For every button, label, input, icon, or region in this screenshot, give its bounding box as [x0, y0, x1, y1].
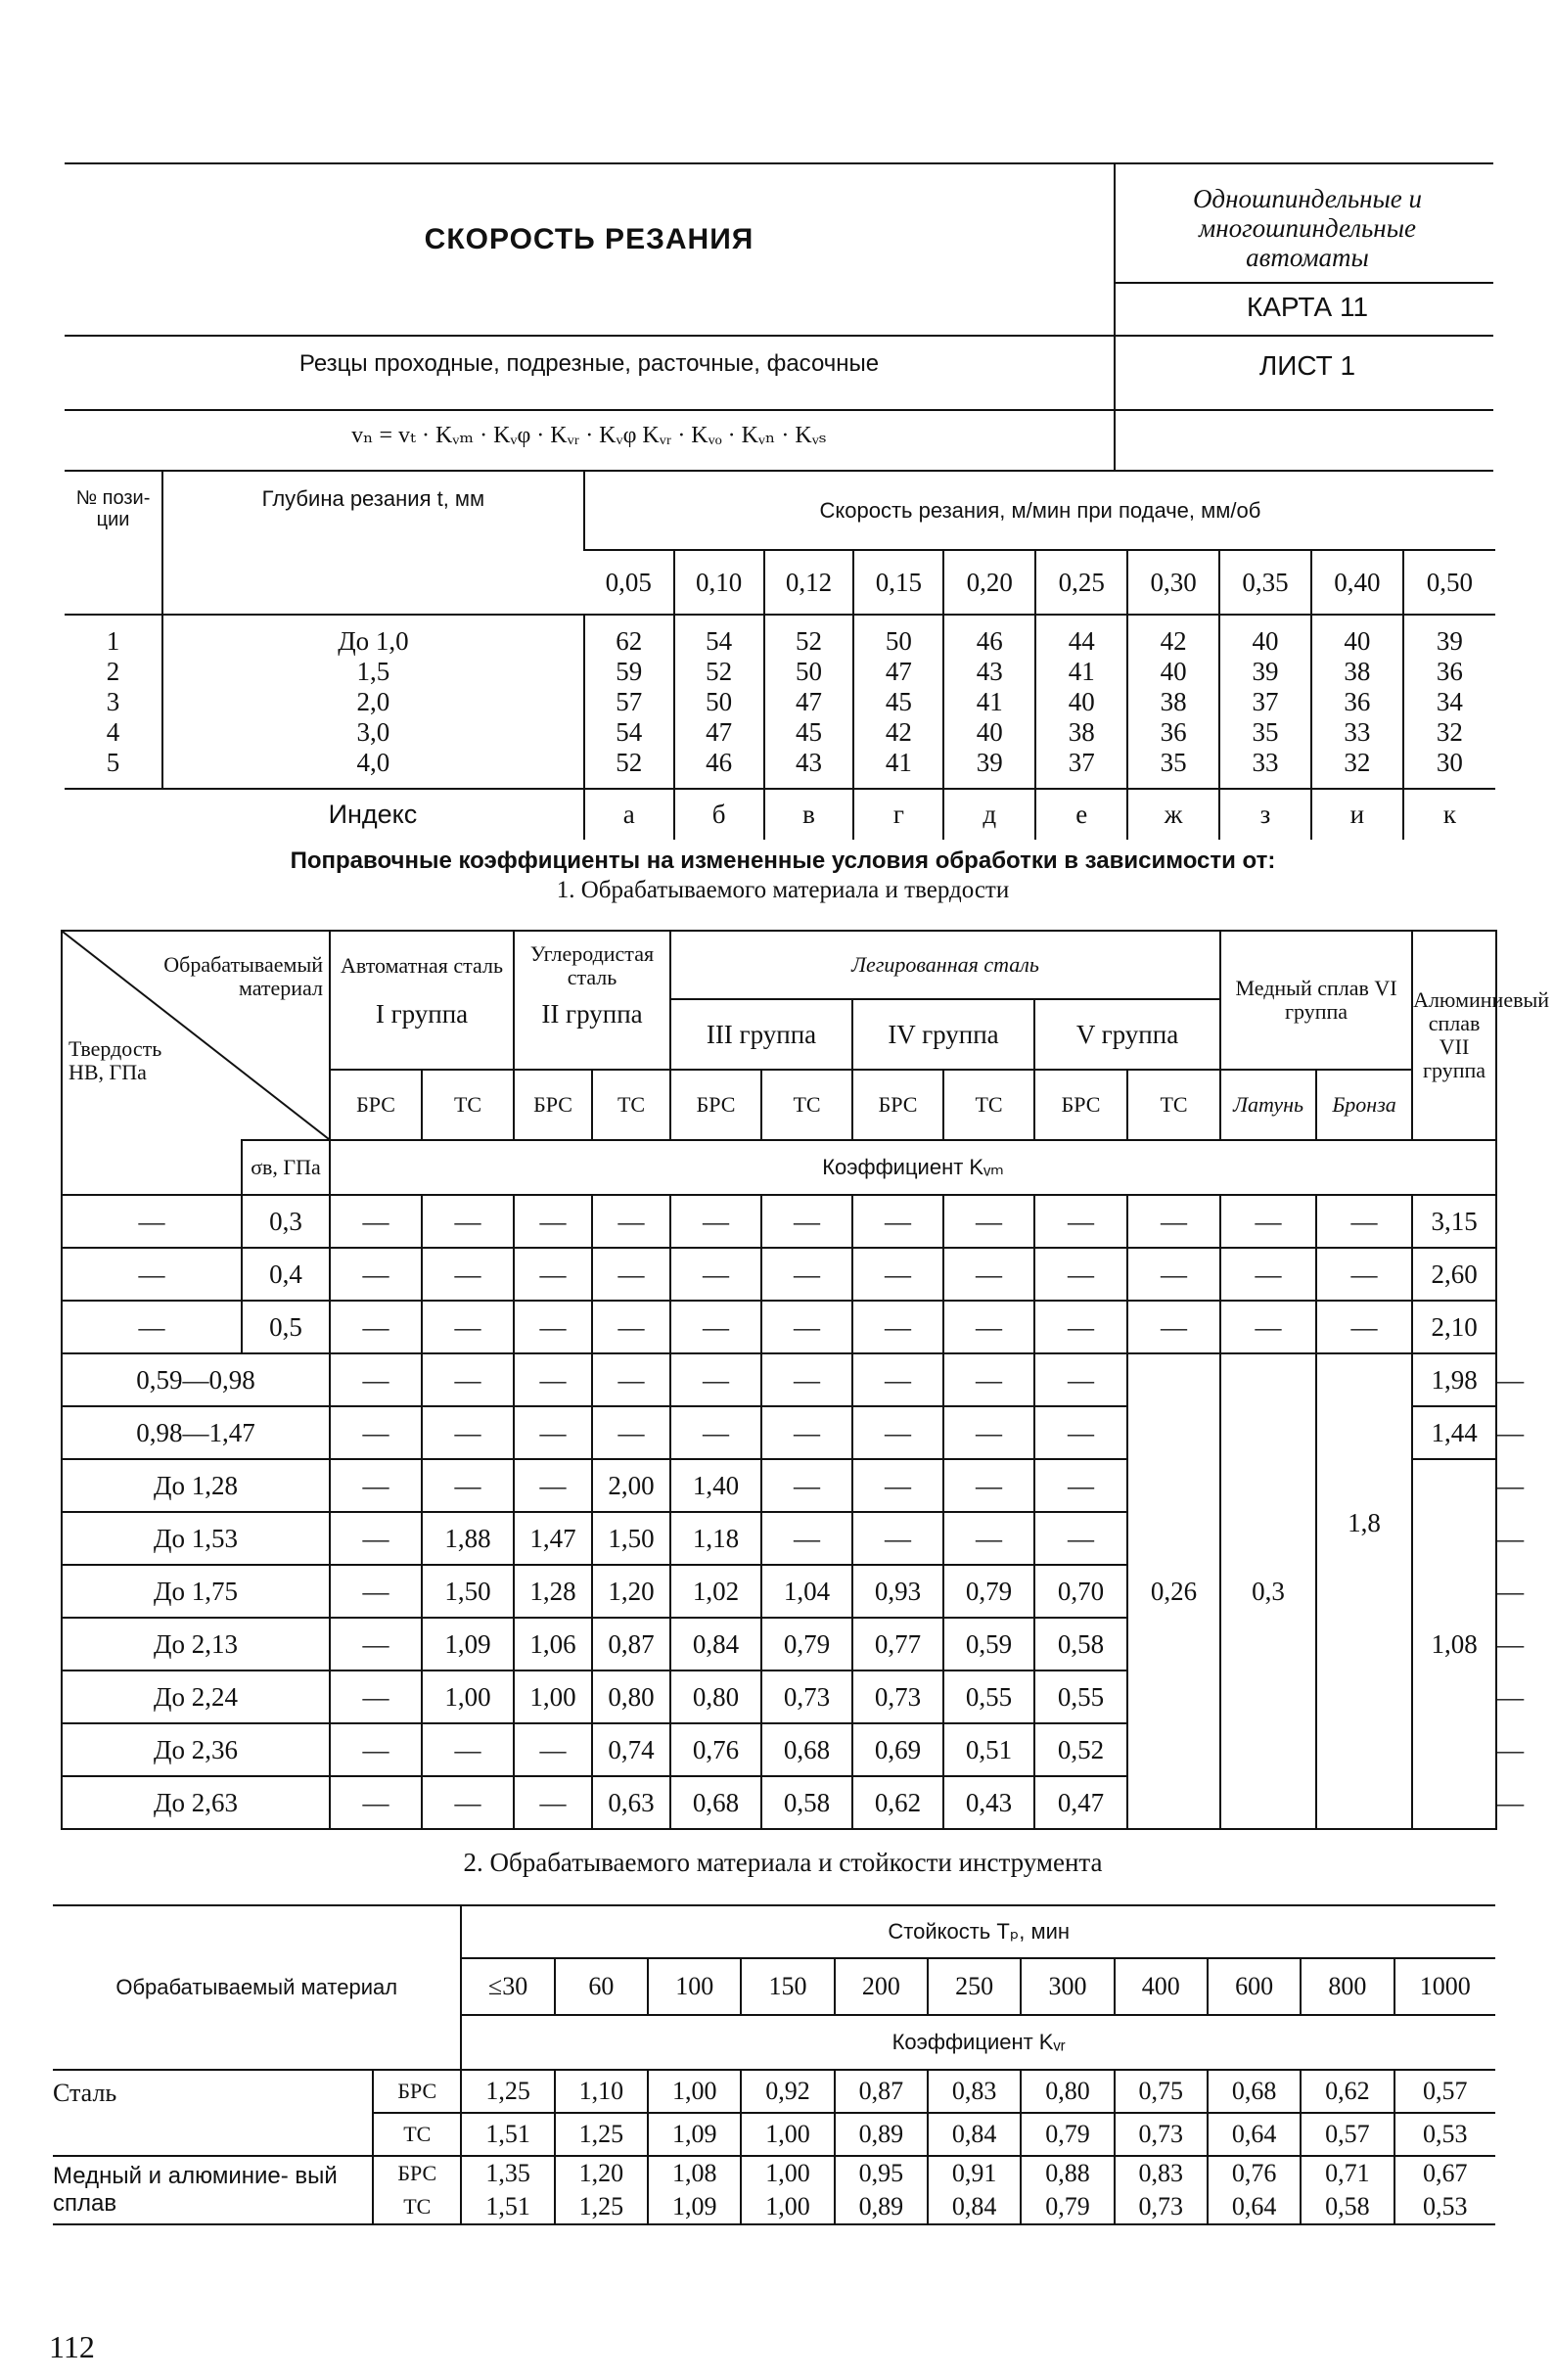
brs-header: БРС [330, 1070, 422, 1140]
table-cell: — [422, 1248, 514, 1301]
table-cell: — [1034, 1248, 1127, 1301]
table-cell: 1,50 [592, 1512, 670, 1565]
table-cell: — [422, 1459, 514, 1512]
table-cell: 200 [835, 1958, 928, 2015]
table-cell: 0,75 [1115, 2070, 1208, 2113]
table-cell: БРС [373, 2070, 461, 2113]
table-cell: 1,02 [670, 1565, 761, 1618]
table-cell: 0,53 [1394, 2113, 1495, 2156]
table-cell: — [670, 1195, 761, 1248]
table-cell: 1,00 [648, 2070, 741, 2113]
table-cell: 100 [648, 1958, 741, 2015]
sheet-number: ЛИСТ 1 [1258, 350, 1356, 381]
speed-column: 54 52 50 47 46 [674, 615, 764, 789]
table-cell: 0,68 [670, 1776, 761, 1829]
table-cell: 1,44 [1412, 1406, 1496, 1459]
v-group-brs-value: 0,26 [1127, 1353, 1220, 1829]
table-cell: 0,88 0,79 [1021, 2156, 1114, 2224]
card-number: КАРТА 11 [1246, 292, 1369, 322]
index-cell: з [1219, 789, 1311, 840]
card-title: СКОРОСТЬ РЕЗАНИЯ [424, 223, 754, 255]
table-cell: 0,52 [1034, 1723, 1127, 1776]
table-cell: — [514, 1723, 592, 1776]
table-cell: — [761, 1353, 852, 1406]
brs-header: БРС [514, 1070, 592, 1140]
feed-cell: 0,30 [1127, 550, 1219, 615]
table-cell: 800 [1301, 1958, 1394, 2015]
table-cell: — [852, 1195, 943, 1248]
table-cell: — [592, 1195, 670, 1248]
group-5-header: V группа [1034, 999, 1220, 1070]
table-cell: 1,10 [555, 2070, 648, 2113]
table-cell: — [422, 1406, 514, 1459]
table-cell: — [422, 1195, 514, 1248]
table-cell: — [761, 1301, 852, 1353]
table-cell: — [422, 1776, 514, 1829]
table-cell: 1,04 [761, 1565, 852, 1618]
feed-cell: 0,20 [943, 550, 1035, 615]
table-cell: До 1,75 [62, 1565, 330, 1618]
table-cell: — [761, 1248, 852, 1301]
group-1-header: I группа [330, 999, 514, 1070]
corrections-heading: Поправочные коэффициенты на измененные условия обработки в зависимости от: [290, 847, 1276, 874]
index-cell: б [674, 789, 764, 840]
table-cell: 0,84 [928, 2113, 1021, 2156]
table-cell: — [852, 1406, 943, 1459]
table-row: До 1,53 — 1,88 1,47 1,50 1,18 — — — — — [62, 1512, 1496, 1565]
speed-column: 40 39 37 35 33 [1219, 615, 1311, 789]
table-cell: 0,59—0,98 [62, 1353, 330, 1406]
table-cell: 0,92 [741, 2070, 834, 2113]
table-cell: 0,70 [1034, 1565, 1127, 1618]
table-row: До 2,63 — — — 0,63 0,68 0,58 0,62 0,43 0,47 — [62, 1776, 1496, 1829]
table-row: До 2,24 — 1,00 1,00 0,80 0,80 0,73 0,73 0,55 0,55 — [62, 1671, 1496, 1723]
position-list: 1 2 3 4 5 [106, 625, 120, 777]
table-cell: 0,4 [242, 1248, 330, 1301]
index-cell: к [1403, 789, 1495, 840]
table-cell: 0,68 [761, 1723, 852, 1776]
table-cell: 0,51 [943, 1723, 1034, 1776]
toollife-material-header: Обрабатываемый материал [53, 1905, 461, 2070]
table-row: 0,59—0,98 — — — — — — — — — 0,26 0,3 1,8 1,98 — [62, 1353, 1496, 1406]
tool-life-table [53, 1904, 1495, 2225]
table-cell: — [514, 1195, 592, 1248]
table-cell: 1,09 [422, 1618, 514, 1671]
table-cell: — [852, 1459, 943, 1512]
table-cell: 0,59 [943, 1618, 1034, 1671]
table-cell: 1,00 [741, 2113, 834, 2156]
table-cell: 1,09 [648, 2113, 741, 2156]
brs-header: БРС [852, 1070, 943, 1140]
table-cell [62, 1140, 242, 1195]
table-cell: — [761, 1512, 852, 1565]
alloy-steel-header: Легированная сталь [670, 931, 1220, 999]
table-cell: — [943, 1248, 1034, 1301]
speed-column: 50 47 45 42 41 [853, 615, 943, 789]
table-cell: 1,06 [514, 1618, 592, 1671]
table-cell: 0,76 [670, 1723, 761, 1776]
table-cell: 60 [555, 1958, 648, 2015]
table-cell [65, 789, 162, 840]
table-cell: 3,15 [1412, 1195, 1496, 1248]
table-cell: 0,71 0,58 [1301, 2156, 1394, 2224]
table-cell: — [670, 1353, 761, 1406]
table-cell: — [62, 1195, 242, 1248]
index-cell: г [853, 789, 943, 840]
table-cell: 0,83 [928, 2070, 1021, 2113]
table-cell: 1,40 [670, 1459, 761, 1512]
table-cell: — [62, 1248, 242, 1301]
table-cell: 0,3 [242, 1195, 330, 1248]
table-cell: 0,55 [943, 1671, 1034, 1723]
table-cell: 0,79 [943, 1565, 1034, 1618]
table-cell: — [943, 1301, 1034, 1353]
table-cell: 300 [1021, 1958, 1114, 2015]
sigma-label: σв, ГПа [242, 1140, 330, 1195]
table-cell: 0,47 [1034, 1776, 1127, 1829]
table-cell: 0,73 [1115, 2113, 1208, 2156]
table-cell: — [592, 1301, 670, 1353]
table-row [53, 2070, 1495, 2113]
table-cell: 1,47 [514, 1512, 592, 1565]
table-cell: 0,80 [592, 1671, 670, 1723]
tc-header: ТС [422, 1070, 514, 1140]
coefficient-kvt-label: Коэффициент Kᵥᵣ [461, 2015, 1495, 2070]
table-cell: До 1,53 [62, 1512, 330, 1565]
table-cell: 400 [1115, 1958, 1208, 2015]
toollife-life-header: Стойкость Tₚ, мин [461, 1905, 1495, 1958]
auto-steel-header: Автоматная сталь [330, 931, 514, 999]
table-cell: 150 [741, 1958, 834, 2015]
table-cell: — [1127, 1301, 1220, 1353]
table-row [62, 1195, 1496, 1248]
table-cell: 1,00 [514, 1671, 592, 1723]
table-cell: — [330, 1776, 422, 1829]
carbon-steel-header: Углеродистая сталь [514, 931, 670, 999]
steel-label: Сталь [53, 2070, 373, 2156]
table-cell: — [1034, 1353, 1127, 1406]
table-row [53, 2156, 1495, 2224]
table-cell: 0,55 [1034, 1671, 1127, 1723]
feed-cell: 0,50 [1403, 550, 1495, 615]
table-cell: — [1034, 1195, 1127, 1248]
table-cell: — [1220, 1195, 1316, 1248]
table-cell: 0,79 [761, 1618, 852, 1671]
table-cell: 0,43 [943, 1776, 1034, 1829]
table-cell: — [1316, 1195, 1412, 1248]
table-cell: — [852, 1512, 943, 1565]
table-cell: 0,79 [1021, 2113, 1114, 2156]
diagonal-header [62, 931, 330, 1140]
table-row [62, 1301, 1496, 1353]
table-cell: — [62, 1301, 242, 1353]
speed-column: 46 43 41 40 39 [943, 615, 1035, 789]
table-cell: — [670, 1406, 761, 1459]
table-cell: 0,80 [670, 1671, 761, 1723]
table-cell: 0,76 0,64 [1208, 2156, 1301, 2224]
table-cell: — [330, 1301, 422, 1353]
index-cell: а [584, 789, 674, 840]
tc-header: ТС [761, 1070, 852, 1140]
table-cell: 0,58 [761, 1776, 852, 1829]
table-cell: 0,68 [1208, 2070, 1301, 2113]
table-cell: 0,83 0,73 [1115, 2156, 1208, 2224]
table-cell: — [422, 1353, 514, 1406]
table-cell: До 2,24 [62, 1671, 330, 1723]
table-cell: 1,00 1,00 [741, 2156, 834, 2224]
card-header [65, 162, 1493, 470]
table-cell: — [330, 1459, 422, 1512]
table-cell: 0,69 [852, 1723, 943, 1776]
speed-column: 44 41 40 38 37 [1035, 615, 1127, 789]
table-cell: 0,58 [1034, 1618, 1127, 1671]
table-cell: — [852, 1301, 943, 1353]
table-cell: — [330, 1512, 422, 1565]
table-cell: 0,95 0,89 [835, 2156, 928, 2224]
index-cell: в [764, 789, 854, 840]
table-cell: До 2,13 [62, 1618, 330, 1671]
table-cell: — [1127, 1248, 1220, 1301]
table-cell: — [330, 1618, 422, 1671]
v-group-tc-value: 0,3 [1220, 1353, 1316, 1829]
table-row: До 2,13 — 1,09 1,06 0,87 0,84 0,79 0,77 0,59 0,58 — [62, 1618, 1496, 1671]
brs-header: БРС [1034, 1070, 1127, 1140]
index-cell: ж [1127, 789, 1219, 840]
table-cell: До 2,63 [62, 1776, 330, 1829]
table-cell: До 2,36 [62, 1723, 330, 1776]
index-cell: д [943, 789, 1035, 840]
table-cell: — [592, 1406, 670, 1459]
table-cell: — [330, 1565, 422, 1618]
group-3-header: III группа [670, 999, 852, 1070]
table-cell: 0,62 [1301, 2070, 1394, 2113]
table-cell: 1,25 [461, 2070, 554, 2113]
speed-column: 40 38 36 33 32 [1311, 615, 1403, 789]
table-cell: — [943, 1512, 1034, 1565]
table-cell: — [943, 1195, 1034, 1248]
table-cell: 0,98—1,47 [62, 1406, 330, 1459]
tc-header: ТС [1127, 1070, 1220, 1140]
table-cell: 0,84 [670, 1618, 761, 1671]
table-cell: 1,88 [422, 1512, 514, 1565]
table-cell: 0,73 [852, 1671, 943, 1723]
index-label: Индекс [328, 800, 418, 829]
table-cell: 2,00 [592, 1459, 670, 1512]
feed-cell: 0,40 [1311, 550, 1403, 615]
table-cell: — [1034, 1512, 1127, 1565]
table-cell: 0,91 0,84 [928, 2156, 1021, 2224]
table-cell: — [1034, 1459, 1127, 1512]
table-cell: — [514, 1776, 592, 1829]
index-cell: и [1311, 789, 1403, 840]
table-cell: — [852, 1353, 943, 1406]
table-row: До 1,28 — — — 2,00 1,40 — — — — 1,08 — [62, 1459, 1496, 1512]
table-cell: 1,20 [592, 1565, 670, 1618]
table-cell: — [1034, 1406, 1127, 1459]
table-row: До 1,75 — 1,50 1,28 1,20 1,02 1,04 0,93 0,79 0,70 — [62, 1565, 1496, 1618]
table-cell: 1,20 1,25 [555, 2156, 648, 2224]
table-cell: — [943, 1406, 1034, 1459]
brass-header: Латунь [1220, 1070, 1316, 1140]
corrections-subheading: 1. Обрабатываемого материала и твердости [556, 877, 1010, 903]
table-cell: — [330, 1195, 422, 1248]
tc-header: ТС [943, 1070, 1034, 1140]
table-cell: — [943, 1459, 1034, 1512]
table-cell: 600 [1208, 1958, 1301, 2015]
table-cell: 0,63 [592, 1776, 670, 1829]
table-cell: — [330, 1406, 422, 1459]
col-speed-header: Скорость резания, м/мин при подаче, мм/об [584, 472, 1495, 550]
speed-formula: vₙ = vₜ · Kᵥₘ · Kᵥφ · Kᵥᵣ · Kᵥφ Kᵥᵣ · Kᵥₒ · Kᵥₙ · Kᵥₛ [351, 423, 827, 448]
table-cell: — [514, 1353, 592, 1406]
table-cell: — [514, 1406, 592, 1459]
table-cell: 0,93 [852, 1565, 943, 1618]
table-cell: — [592, 1248, 670, 1301]
feed-cell: 0,35 [1219, 550, 1311, 615]
table-cell: 1,98 [1412, 1353, 1496, 1406]
group-2-header: II группа [514, 999, 670, 1070]
table-cell: 2,60 [1412, 1248, 1496, 1301]
table-cell: 1,28 [514, 1565, 592, 1618]
table-cell: 0,73 [761, 1671, 852, 1723]
speed-table [65, 472, 1495, 840]
table-cell: 0,57 [1394, 2070, 1495, 2113]
brs-header: БРС [670, 1070, 761, 1140]
table-cell: 0,67 0,53 [1394, 2156, 1495, 2224]
machine-type: Одношпиндельные и многошпиндельные автоматы [1192, 184, 1423, 272]
tool-types: Резцы проходные, подрезные, расточные, фасочные [298, 350, 880, 377]
copper-alum-label: Медный и алюминие- вый сплав [53, 2156, 373, 2224]
aluminium-alloy-header: Алюминиевый сплав VII группа [1412, 931, 1496, 1140]
bronze-value: 1,08 [1412, 1459, 1496, 1829]
table-cell: 0,64 [1208, 2113, 1301, 2156]
table-cell: — [761, 1459, 852, 1512]
toollife-heading: 2. Обрабатываемого материала и стойкости инструмента [463, 1848, 1103, 1877]
brass-value: 1,8 [1316, 1353, 1412, 1829]
copper-alloy-header: Медный сплав VI группа [1220, 931, 1412, 1070]
table-cell: — [1316, 1248, 1412, 1301]
speed-column: 62 59 57 54 52 [584, 615, 674, 789]
table-cell: 0,62 [852, 1776, 943, 1829]
speed-column: 42 40 38 36 35 [1127, 615, 1219, 789]
index-cell: е [1035, 789, 1127, 840]
table-cell: 1,25 [555, 2113, 648, 2156]
table-cell: 1,00 [422, 1671, 514, 1723]
table-cell: 1,35 1,51 [461, 2156, 554, 2224]
tc-header: ТС [592, 1070, 670, 1140]
table-cell: 1,51 [461, 2113, 554, 2156]
table-cell: — [670, 1301, 761, 1353]
feed-cell: 0,12 [764, 550, 854, 615]
material-label: Обрабатываемый материал [163, 952, 323, 1000]
table-cell: — [852, 1248, 943, 1301]
table-cell: — [1316, 1301, 1412, 1353]
hardness-label: Твердость НВ, ГПа [69, 1036, 162, 1084]
feed-cell: 0,05 [605, 567, 652, 597]
table-cell: — [1220, 1301, 1316, 1353]
table-cell: 0,57 [1301, 2113, 1394, 2156]
table-cell: — [514, 1248, 592, 1301]
col-depth-header: Глубина резания t, мм [162, 472, 584, 615]
index-row [65, 789, 1495, 840]
table-cell: БРС ТС [373, 2156, 461, 2224]
table-cell: 0,74 [592, 1723, 670, 1776]
table-cell: 0,77 [852, 1618, 943, 1671]
table-cell: — [592, 1353, 670, 1406]
bronze-header: Бронза [1316, 1070, 1412, 1140]
table-cell: — [422, 1301, 514, 1353]
table-cell: — [514, 1459, 592, 1512]
table-cell: 1,18 [670, 1512, 761, 1565]
col-position-header: № пози- ции [75, 487, 151, 530]
speed-column: 39 36 34 32 30 [1403, 615, 1495, 789]
table-cell: 250 [928, 1958, 1021, 2015]
table-cell: — [761, 1195, 852, 1248]
feed-cell: 0,10 [674, 550, 764, 615]
table-cell: — [1127, 1195, 1220, 1248]
table-cell: 1,08 1,09 [648, 2156, 741, 2224]
table-cell: — [330, 1671, 422, 1723]
table-cell: — [1034, 1301, 1127, 1353]
table-cell: — [943, 1353, 1034, 1406]
table-cell: ≤30 [461, 1958, 554, 2015]
table-cell: — [330, 1248, 422, 1301]
table-cell: 0,87 [835, 2070, 928, 2113]
table-row [62, 1248, 1496, 1301]
speed-data-rows [65, 615, 1495, 789]
table-row: До 2,36 — — — 0,74 0,76 0,68 0,69 0,51 0,52 — [62, 1723, 1496, 1776]
table-cell: 0,87 [592, 1618, 670, 1671]
table-cell: — [514, 1301, 592, 1353]
table-cell: — [761, 1406, 852, 1459]
table-cell: 1,50 [422, 1565, 514, 1618]
table-cell: 0,80 [1021, 2070, 1114, 2113]
depth-list: До 1,0 1,5 2,0 3,0 4,0 [162, 615, 584, 789]
table-cell: — [330, 1723, 422, 1776]
table-cell: — [330, 1353, 422, 1406]
speed-column: 52 50 47 45 43 [764, 615, 854, 789]
coefficient-kvm-label: Коэффициент Kᵥₘ [330, 1140, 1496, 1195]
table-cell: — [670, 1248, 761, 1301]
table-cell: ТС [373, 2113, 461, 2156]
table-row: 0,98—1,47 — — — — — — — — — 1,44 — [62, 1406, 1496, 1459]
table-cell: 1000 [1394, 1958, 1495, 2015]
table-cell: — [1220, 1248, 1316, 1301]
table-cell: 0,5 [242, 1301, 330, 1353]
table-cell: — [422, 1723, 514, 1776]
page-number: 112 [49, 2329, 95, 2364]
feed-cell: 0,15 [853, 550, 943, 615]
feed-cell: 0,25 [1035, 550, 1127, 615]
table-cell: 0,89 [835, 2113, 928, 2156]
material-coefficient-table [61, 930, 1550, 1830]
table-cell: 2,10 [1412, 1301, 1496, 1353]
table-cell: До 1,28 [62, 1459, 330, 1512]
group-4-header: IV группа [852, 999, 1034, 1070]
